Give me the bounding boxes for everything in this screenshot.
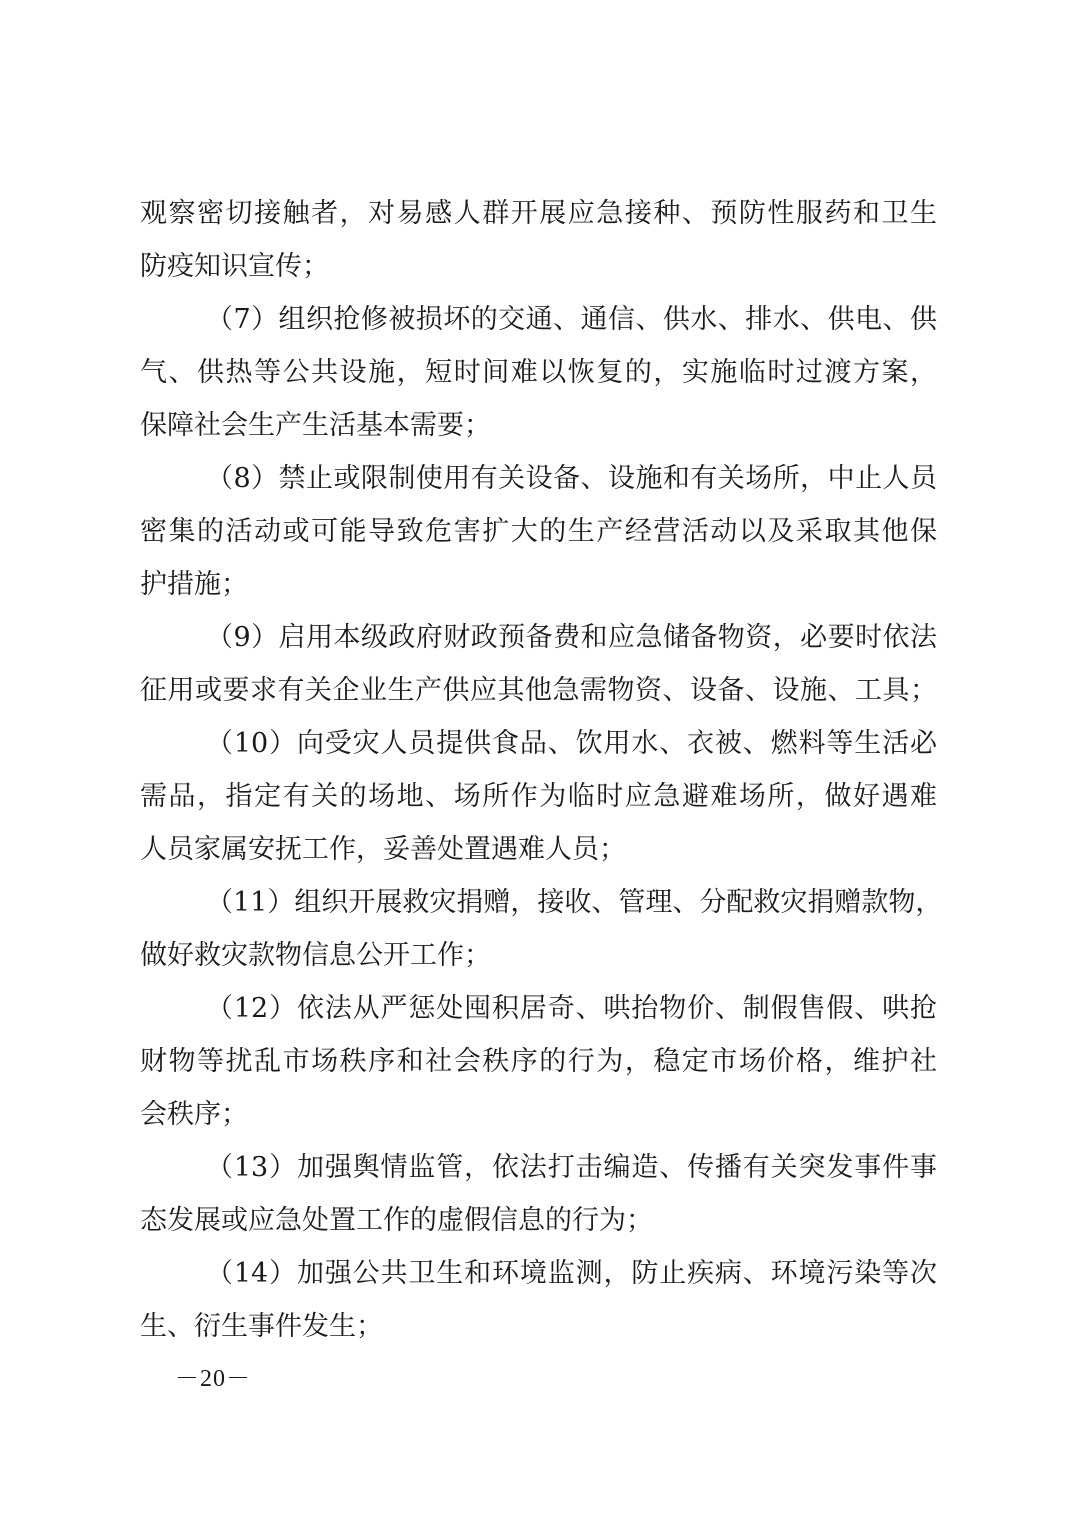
text-line: 生、衍生事件发生； bbox=[140, 1311, 383, 1342]
text-line: （9）启用本级政府财政预备费和应急储备物资，必要时依法 bbox=[206, 622, 937, 653]
text-line: 密集的活动或可能导致危害扩大的生产经营活动以及采取其他保 bbox=[140, 516, 937, 547]
text-line: （13）加强舆情监管，依法打击编造、传播有关突发事件事 bbox=[206, 1152, 937, 1183]
text-line: （12）依法从严惩处囤积居奇、哄抬物价、制假售假、哄抢 bbox=[206, 993, 937, 1024]
text-line: 态发展或应急处置工作的虚假信息的行为； bbox=[140, 1205, 653, 1236]
text-line: 保障社会生产生活基本需要； bbox=[140, 410, 491, 441]
text-line: 观察密切接触者，对易感人群开展应急接种、预防性服药和卫生 bbox=[140, 198, 937, 229]
page-number: －20－ bbox=[175, 1366, 251, 1392]
text-line: （11）组织开展救灾捐赠，接收、管理、分配救灾捐赠款物， bbox=[206, 887, 943, 918]
body-text bbox=[140, 187, 943, 1353]
text-line: 需品，指定有关的场地、场所作为临时应急避难场所，做好遇难 bbox=[140, 781, 937, 812]
text-line: 会秩序； bbox=[140, 1099, 248, 1130]
text-line: （14）加强公共卫生和环境监测，防止疾病、环境污染等次 bbox=[206, 1258, 937, 1289]
text-line: 财物等扰乱市场秩序和社会秩序的行为，稳定市场价格，维护社 bbox=[140, 1046, 937, 1077]
text-line: 护措施； bbox=[140, 569, 248, 600]
text-line: （10）向受灾人员提供食品、饮用水、衣被、燃料等生活必 bbox=[206, 728, 937, 759]
text-line: （8）禁止或限制使用有关设备、设施和有关场所，中止人员 bbox=[206, 463, 937, 494]
text-line: 征用或要求有关企业生产供应其他急需物资、设备、设施、工具； bbox=[140, 675, 937, 706]
text-line: （7）组织抢修被损坏的交通、通信、供水、排水、供电、供 bbox=[206, 304, 937, 335]
text-line: 人员家属安抚工作，妥善处置遇难人员； bbox=[140, 834, 626, 865]
text-line: 气、供热等公共设施，短时间难以恢复的，实施临时过渡方案， bbox=[140, 357, 937, 388]
text-line: 做好救灾款物信息公开工作； bbox=[140, 940, 491, 971]
text-line: 防疫知识宣传； bbox=[140, 251, 329, 282]
